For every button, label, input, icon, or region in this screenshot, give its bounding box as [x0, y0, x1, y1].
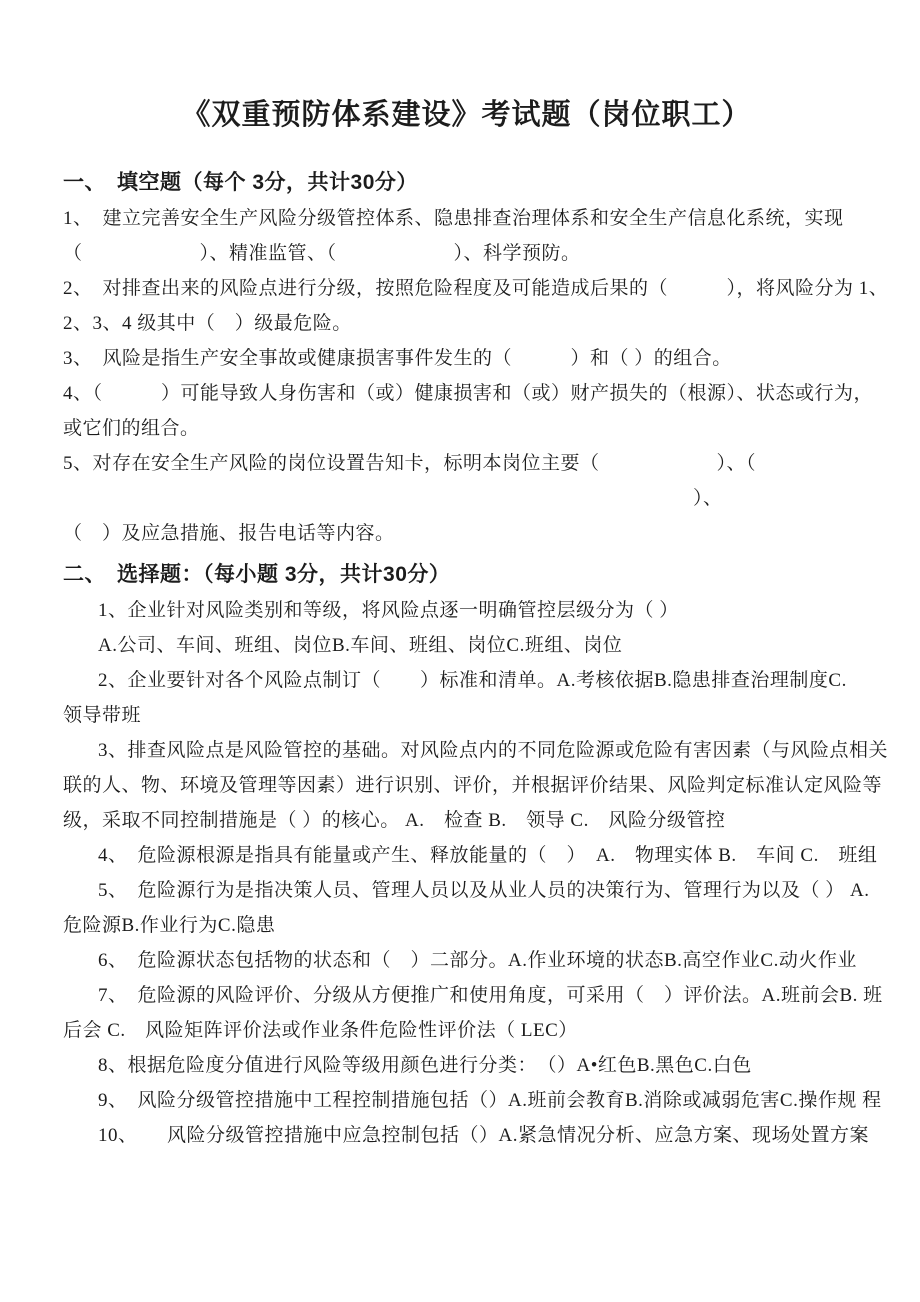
- choice-q2-line2: 领导带班: [63, 705, 142, 726]
- fill-q5-line1: 5、对存在安全生产风险的岗位设置告知卡，标明本岗位主要（ ）、（: [63, 453, 757, 474]
- choice-q7-line2: 后会 C. 风险矩阵评价法或作业条件危险性评价法（ LEC）: [63, 1020, 578, 1041]
- choice-q4: 4、 危险源根源是指具有能量或产生、释放能量的（ ） A. 物理实体 B. 车间 C. 班组: [98, 845, 878, 866]
- choice-q1-options: A.公司、车间、班组、岗位B.车间、班组、岗位C.班组、岗位: [98, 635, 623, 656]
- fill-q5-line3: （ ）及应急措施、报告电话等内容。: [63, 523, 395, 544]
- choice-q8: 8、根据危险度分值进行风险等级用颜色进行分类： （）A•红色B.黑色C.白色: [98, 1055, 752, 1076]
- choice-q5-line1: 5、 危险源行为是指决策人员、管理人员以及从业人员的决策行为、管理行为以及（ ） A.: [98, 880, 870, 901]
- choice-q2-line1: 2、企业要针对各个风险点制订（ ）标准和清单。A.考核依据B.隐患排查治理制度C.: [98, 670, 847, 691]
- fill-q3: 3、 风险是指生产安全事故或健康损害事件发生的（ ）和（ ）的组合。: [63, 348, 732, 369]
- section-heading-multiple-choice: 二、 选择题：（每小题 3分，共计30分）: [63, 563, 451, 586]
- fill-q1-line2: （ ）、精准监管、（ ）、科学预防。: [63, 243, 581, 264]
- choice-q3-line1: 3、排查风险点是风险管控的基础。对风险点内的不同危险源或危险有害因素（与风险点相关: [98, 740, 889, 761]
- fill-q4-line2: 或它们的组合。: [63, 418, 200, 439]
- fill-q4-line1: 4、（ ）可能导致人身伤害和（或）健康损害和（或）财产损失的（根源）、状态或行为，: [63, 383, 874, 404]
- choice-q10: 10、 风险分级管控措施中应急控制包括（）A.紧急情况分析、应急方案、现场处置方案: [98, 1125, 869, 1146]
- choice-q9: 9、 风险分级管控措施中工程控制措施包括（）A.班前会教育B.消除或减弱危害C.操作规 程: [98, 1090, 882, 1111]
- fill-q2-line1: 2、 对排查出来的风险点进行分级，按照危险程度及可能造成后果的（ ），将风险分为 1、: [63, 278, 889, 299]
- choice-q6: 6、 危险源状态包括物的状态和（ ）二部分。A.作业环境的状态B.高空作业C.动火作业: [98, 950, 857, 971]
- choice-q3-line3: 级，采取不同控制措施是（ ）的核心。 A. 检查 B. 领导 C. 风险分级管控: [63, 810, 726, 831]
- fill-q1-line1: 1、 建立完善安全生产风险分级管控体系、隐患排查治理体系和安全生产信息化系统，实现: [63, 208, 844, 229]
- choice-q7-line1: 7、 危险源的风险评价、分级从方便推广和使用角度，可采用（ ）评价法。A.班前会B. 班: [98, 985, 883, 1006]
- choice-q5-line2: 危险源B.作业行为C.隐患: [63, 915, 276, 936]
- fill-q2-line2: 2、3、4 级其中（ ）级最危险。: [63, 313, 352, 334]
- choice-q3-line2: 联的人、物、环境及管理等因素）进行识别、评价，并根据评价结果、风险判定标准认定风险等: [63, 775, 883, 796]
- section-heading-fill-blank: 一、 填空题（每个 3分，共计30分）: [63, 171, 418, 194]
- document-title: 《双重预防体系建设》考试题（岗位职工）: [181, 99, 752, 131]
- fill-q5-line2-blank-close: ）、: [693, 488, 723, 509]
- choice-q1: 1、企业针对风险类别和等级，将风险点逐一明确管控层级分为（ ）: [98, 600, 679, 621]
